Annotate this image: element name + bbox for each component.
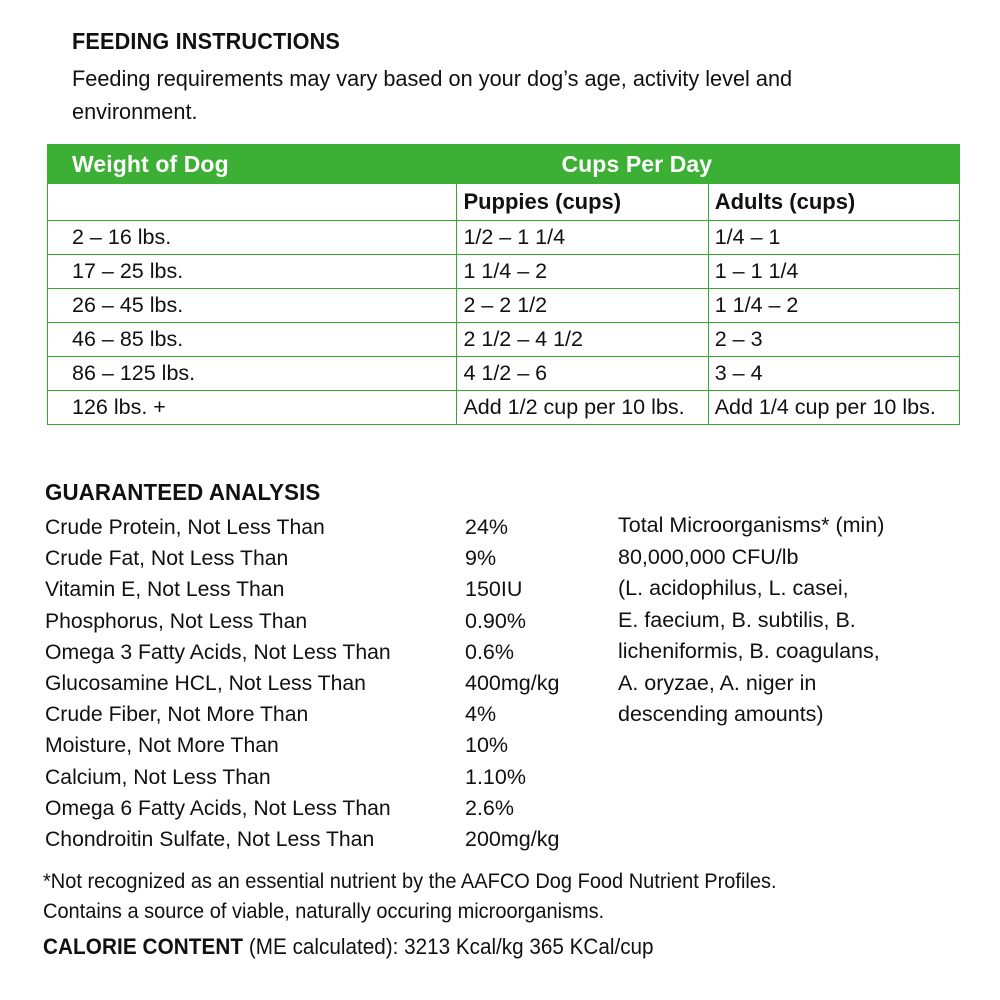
cell-weight: 26 – 45 lbs. (48, 289, 457, 323)
nutrient-value: 0.90% (465, 608, 526, 633)
cell-weight: 2 – 16 lbs. (48, 221, 457, 255)
microorganisms-line: (L. acidophilus, L. casei, (618, 576, 849, 600)
cell-puppies: 2 – 2 1/2 (457, 289, 708, 323)
table-header-row-primary (48, 145, 960, 184)
guaranteed-analysis-heading: GUARANTEED ANALYSIS (45, 479, 321, 505)
feeding-instructions-subtext: Feeding requirements may vary based on your dog’s age, activity level and environment. (72, 66, 793, 124)
nutrient-label: Omega 6 Fatty Acids, Not Less Than (45, 795, 391, 820)
header-adults: Adults (cups) (708, 184, 959, 221)
nutrient-label: Chondroitin Sulfate, Not Less Than (45, 826, 375, 851)
cell-puppies: 4 1/2 – 6 (457, 357, 708, 391)
footnote (43, 866, 861, 926)
cell-adults: 1 1/4 – 2 (708, 289, 959, 323)
list-item (45, 637, 605, 668)
feeding-instructions-heading: FEEDING INSTRUCTIONS (72, 28, 341, 54)
nutrient-label: Crude Fiber, Not More Than (45, 702, 309, 727)
table-row (48, 391, 960, 425)
nutrient-value: 400mg/kg (465, 670, 560, 695)
nutrient-value: 4% (465, 702, 497, 727)
nutrient-label: Omega 3 Fatty Acids, Not Less Than (45, 639, 391, 664)
cell-adults: Add 1/4 cup per 10 lbs. (708, 391, 959, 425)
nutrient-label: Phosphorus, Not Less Than (45, 608, 308, 633)
nutrient-value: 24% (465, 515, 509, 539)
list-item (45, 762, 605, 793)
cell-adults: 2 – 3 (708, 323, 959, 357)
table-row (48, 255, 960, 289)
calorie-content-title: CALORIE CONTENT (43, 934, 244, 959)
header-puppies: Puppies (cups) (457, 184, 708, 221)
header-cups-per-day: Cups Per Day (457, 145, 960, 184)
calorie-content (43, 932, 654, 962)
nutrient-label: Vitamin E, Not Less Than (45, 577, 285, 602)
cell-puppies: Add 1/2 cup per 10 lbs. (457, 391, 708, 425)
calorie-content-detail: (ME calculated): 3213 Kcal/kg 365 KCal/cup (243, 934, 654, 959)
header-weight-of-dog: Weight of Dog (48, 145, 457, 184)
nutrient-value: 2.6% (465, 795, 515, 820)
table-row (48, 289, 960, 323)
microorganisms-line: E. faecium, B. subtilis, B. (618, 607, 856, 632)
list-item (45, 543, 605, 574)
cell-adults: 1/4 – 1 (708, 221, 959, 255)
nutrient-label: Glucosamine HCL, Not Less Than (45, 670, 366, 695)
nutrient-label: Moisture, Not More Than (45, 733, 279, 758)
header-blank-cell (48, 184, 457, 221)
nutrient-label: Crude Protein, Not Less Than (45, 515, 325, 539)
cell-puppies: 1 1/4 – 2 (457, 255, 708, 289)
nutrient-value: 150IU (465, 577, 523, 602)
guaranteed-analysis-nutrient-list (45, 512, 605, 855)
list-item (45, 668, 605, 699)
list-item (45, 606, 605, 637)
cell-weight: 17 – 25 lbs. (48, 255, 457, 289)
nutrient-value: 0.6% (465, 639, 515, 664)
microorganisms-block (618, 510, 968, 731)
footnote-line-2: Contains a source of viable, naturally occuring microorganisms. (43, 899, 605, 923)
table-row (48, 221, 960, 255)
cell-weight: 126 lbs. + (48, 391, 457, 425)
list-item (45, 574, 605, 605)
list-item (45, 512, 605, 543)
cell-puppies: 1/2 – 1 1/4 (457, 221, 708, 255)
nutrient-value: 10% (465, 733, 509, 758)
table-row (48, 357, 960, 391)
cell-puppies: 2 1/2 – 4 1/2 (457, 323, 708, 357)
microorganisms-line: descending amounts) (618, 702, 824, 726)
nutrient-value: 1.10% (465, 764, 526, 789)
microorganisms-line: A. oryzae, A. niger in (618, 670, 817, 695)
feeding-table (47, 144, 960, 425)
microorganisms-line: 80,000,000 CFU/lb (618, 544, 799, 569)
footnote-line-1: *Not recognized as an essential nutrient by the AAFCO Dog Food Nutrient Profiles. (43, 869, 777, 893)
list-item (45, 699, 605, 730)
list-item (45, 793, 605, 824)
nutrient-label: Calcium, Not Less Than (45, 764, 271, 789)
cell-adults: 1 – 1 1/4 (708, 255, 959, 289)
list-item (45, 730, 605, 761)
table-row (48, 323, 960, 357)
list-item (45, 824, 605, 855)
microorganisms-line: licheniformis, B. coagulans, (618, 639, 880, 663)
nutrient-value: 9% (465, 546, 497, 571)
cell-weight: 46 – 85 lbs. (48, 323, 457, 357)
microorganisms-line: Total Microorganisms* (min) (618, 513, 885, 537)
cell-adults: 3 – 4 (708, 357, 959, 391)
nutrient-value: 200mg/kg (465, 826, 560, 851)
nutrient-label: Crude Fat, Not Less Than (45, 546, 289, 571)
table-header-row-secondary (48, 184, 960, 221)
cell-weight: 86 – 125 lbs. (48, 357, 457, 391)
